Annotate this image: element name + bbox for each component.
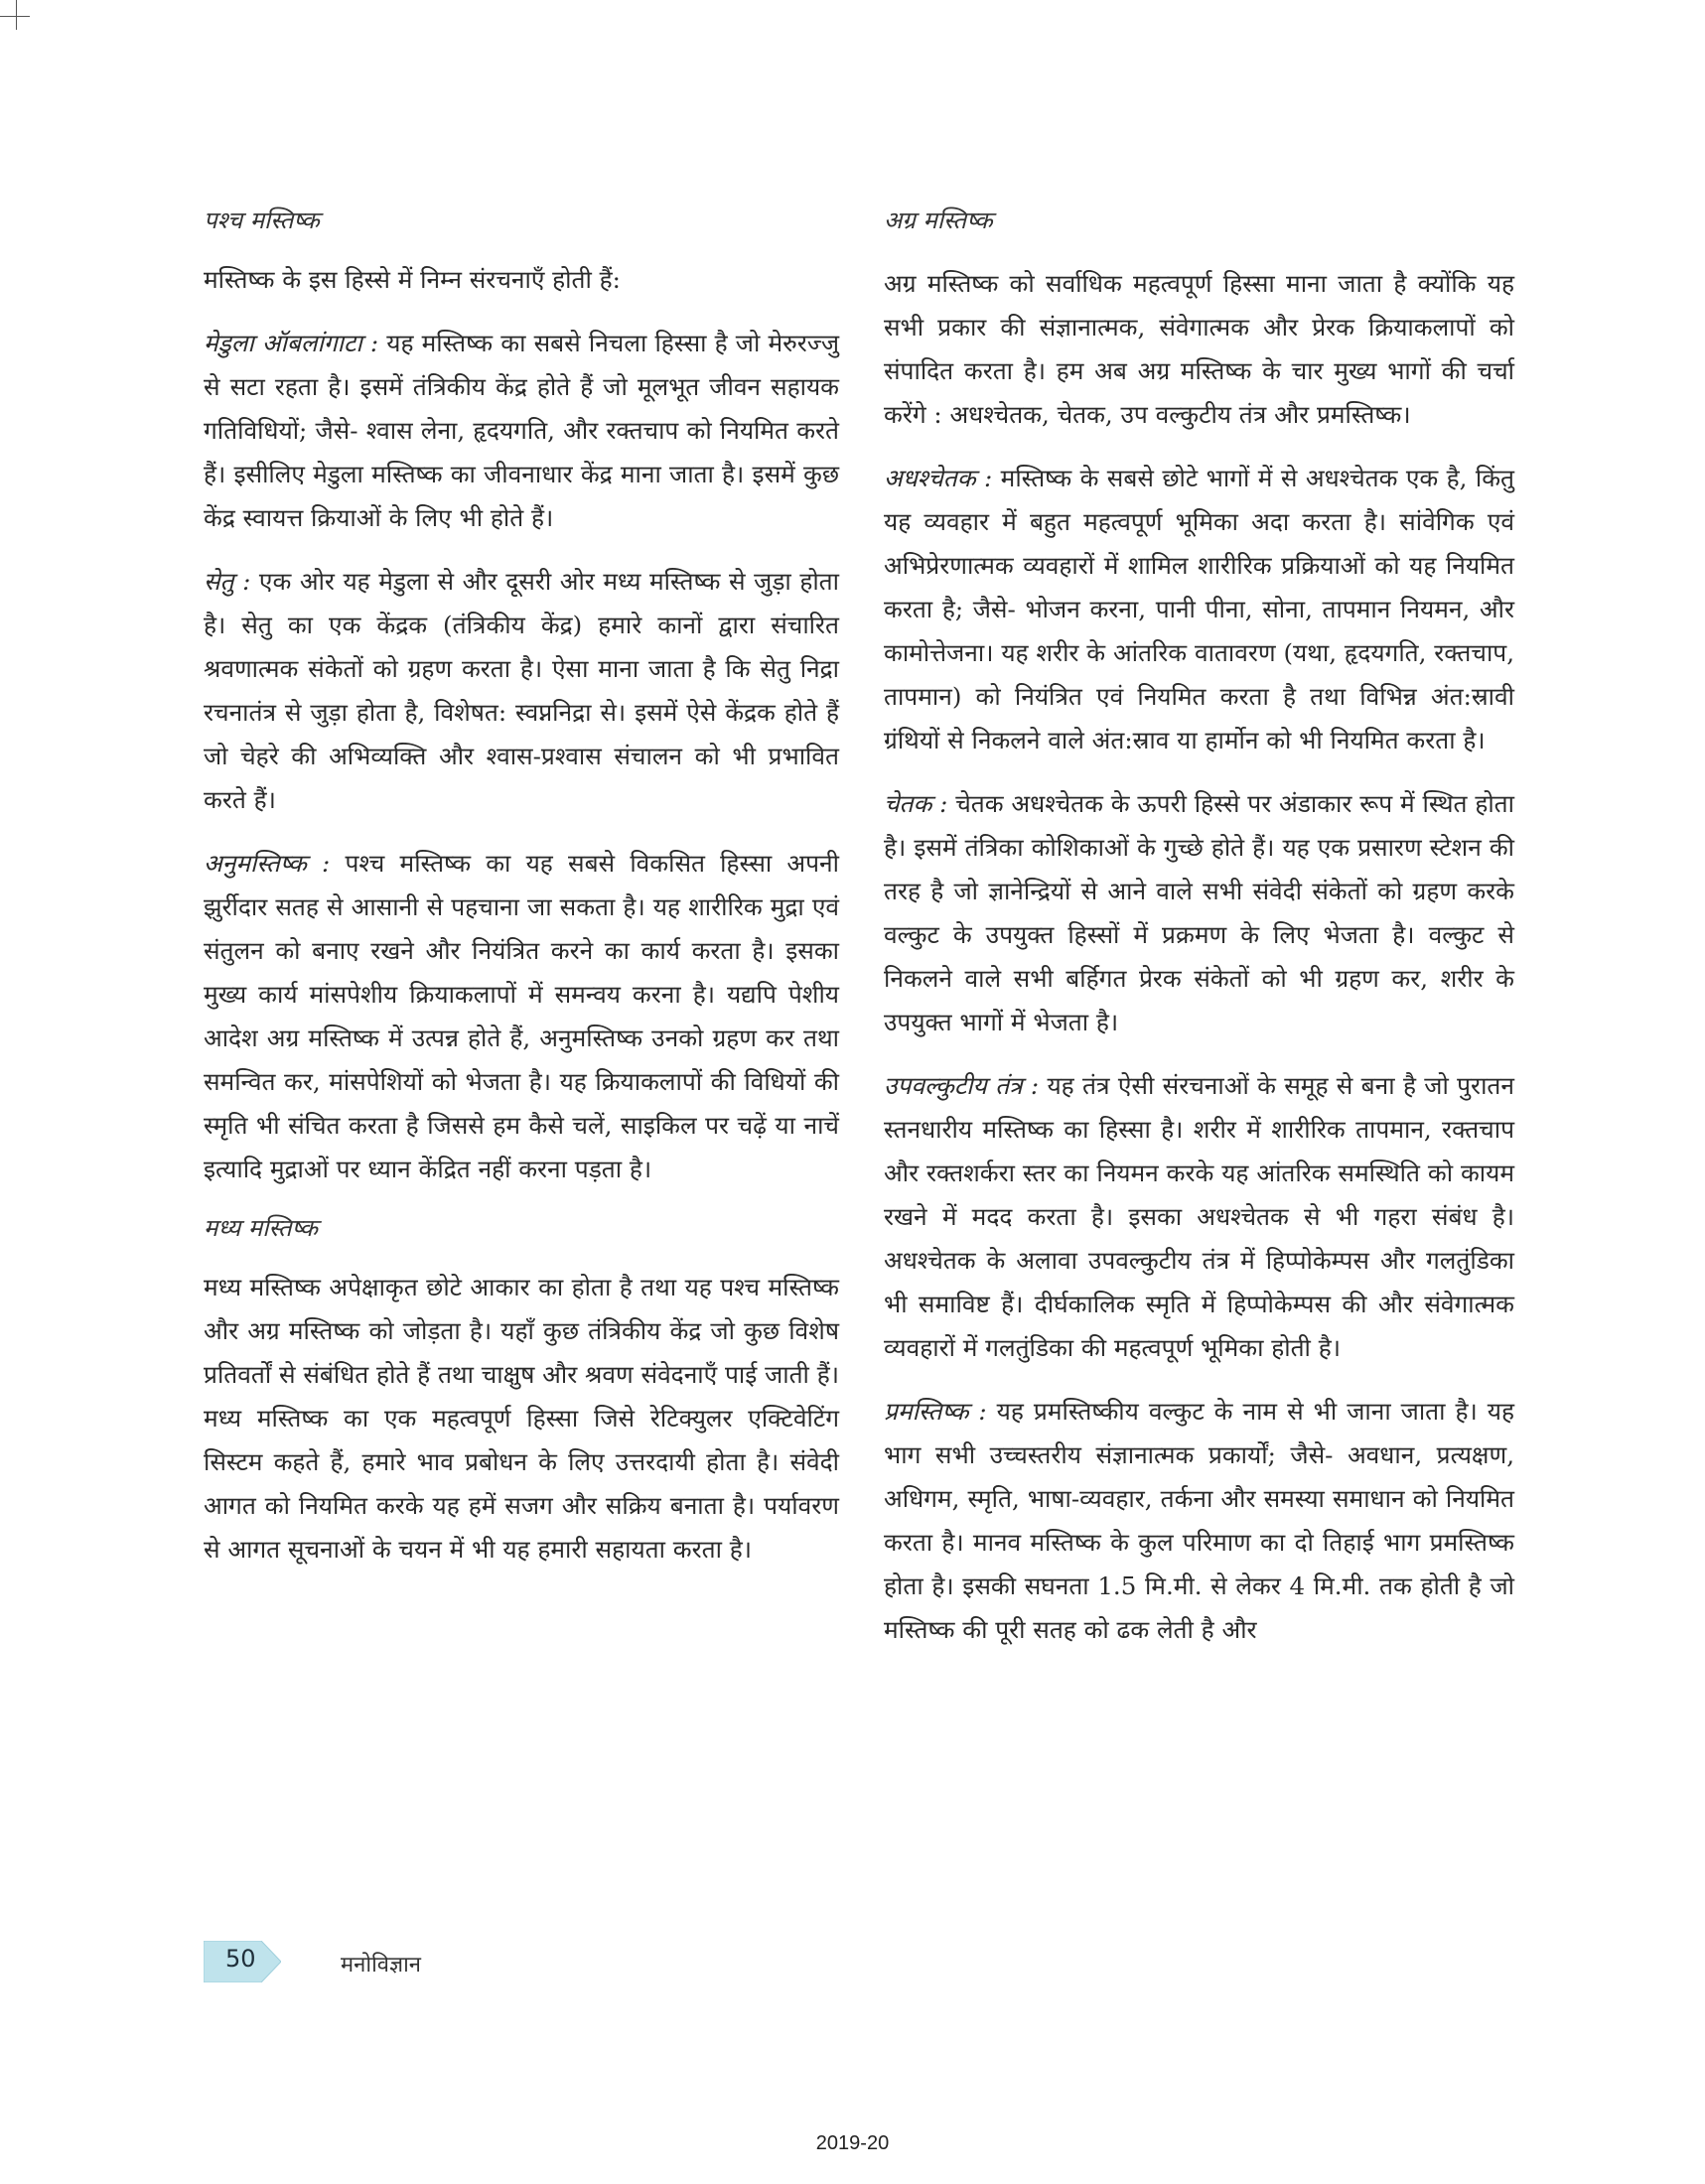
hindbrain-intro: मस्तिष्क के इस हिस्से में निम्न संरचनाएँ होती हैं:	[204, 265, 621, 294]
cerebellum-term: अनुमस्तिष्क :	[204, 849, 331, 878]
heading-midbrain: मध्य मस्तिष्क	[204, 1214, 318, 1242]
limbic-text: यह तंत्र ऐसी संरचनाओं के समूह से बना है जो पुरातन स्तनधारीय मस्तिष्क का हिस्सा है। शरीर में शारीरिक तापमान, रक्तचाप और रक्तशर्करा स्तर का नियमन करके यह आंतरिक समस्थिति को कायम रखने में मदद करता है। इसका अधश्चेतक से भी गहरा संबंध है। अधश्चेतक के अलावा उपवल्कुटीय तंत्र में हिप्पोकेम्पस और गलतुंडिका भी समाविष्ट हैं। दीर्घकालिक स्मृति में हिप्पोकेम्पस की और संवेगात्मक व्यवहारों में गलतुंडिका की महत्वपूर्ण भूमिका होती है।	[884, 1071, 1514, 1362]
thalamus-text: चेतक अधश्चेतक के ऊपरी हिस्से पर अंडाकार रूप में स्थित होता है। इसमें तंत्रिका कोशिकाओं के गुच्छे होते हैं। यह एक प्रसारण स्टेशन की तरह है जो ज्ञानेन्द्रियों से आने वाले सभी संवेदी संकेतों को ग्रहण करके वल्कुट के उपयुक्त हिस्सों में प्रक्रमण के लिए भेजता है। वल्कुट से निकलने वाले सभी बर्हिगत प्रेरक संकेतों को भी ग्रहण कर, शरीर के उपयुक्त भागों में भेजता है।	[884, 789, 1514, 1036]
cerebellum-paragraph	[204, 842, 839, 1191]
limbic-paragraph	[884, 1064, 1514, 1370]
hypothalamus-paragraph	[884, 457, 1514, 762]
hypothalamus-term: अधश्चेतक :	[884, 464, 993, 492]
midbrain-paragraph: मध्य मस्तिष्क अपेक्षाकृत छोटे आकार का होता है तथा यह पश्च मस्तिष्क और अग्र मस्तिष्क को जोड़ता है। यहाँ कुछ तंत्रिकीय केंद्र जो कुछ विशेष प्रतिवर्तों से संबंधित होते हैं तथा चाक्षुष और श्रवण संवेदनाएँ पाई जाती हैं। मध्य मस्तिष्क का एक महत्वपूर्ण हिस्सा जिसे रेटिक्युलर एक्टिवेटिंग सिस्टम कहते हैं, हमारे भाव प्रबोधन के लिए उत्तरदायी होता है। संवेदी आगत को नियमित करके यह हमें सजग और सक्रिय बनाता है। पर्यावरण से आगत सूचनाओं के चयन में भी यह हमारी सहायता करता है।	[204, 1273, 839, 1564]
forebrain-intro: अग्र मस्तिष्क को सर्वाधिक महत्वपूर्ण हिस्सा माना जाता है क्योंकि यह सभी प्रकार की संज्ञानात्मक, संवेगात्मक और प्रेरक क्रियाकलापों को संपादित करता है। हम अब अग्र मस्तिष्क के चार मुख्य भागों की चर्चा करेंगे : अधश्चेतक, चेतक, उप वल्कुटीय तंत्र और प्रमस्तिष्क।	[884, 269, 1514, 429]
pons-text: एक ओर यह मेडुला से और दूसरी ओर मध्य मस्तिष्क से जुड़ा होता है। सेतु का एक केंद्रक (तंत्रिकीय केंद्र) हमारे कानों द्वारा संचारित श्रवणात्मक संकेतों को ग्रहण करता है। ऐसा माना जाता है कि सेतु निद्रा रचनातंत्र से जुड़ा होता है, विशेषत: स्वप्ननिद्रा से। इसमें ऐसे केंद्रक होते हैं जो चेहरे की अभिव्यक्ति और श्वास-प्रश्वास संचालन को भी प्रभावित करते हैं।	[204, 567, 839, 814]
limbic-term: उपवल्कुटीय तंत्र :	[884, 1071, 1040, 1100]
thalamus-term: चेतक :	[884, 789, 948, 818]
cerebrum-text: यह प्रमस्तिष्कीय वल्कुट के नाम से भी जाना जाता है। यह भाग सभी उच्चस्तरीय संज्ञानात्मक प्रकार्यों; जैसे- अवधान, प्रत्यक्षण, अधिगम, स्मृति, भाषा-व्यवहार, तर्कना और समस्या समाधान को नियमित करता है। मानव मस्तिष्क के कुल परिमाण का दो तिहाई भाग प्रमस्तिष्क होता है। इसकी सघनता 1.5 मि.मी. से लेकर 4 मि.मी. तक होती है जो मस्तिष्क की पूरी सतह को ढक लेती है और	[884, 1397, 1515, 1644]
heading-hindbrain: पश्च मस्तिष्क	[204, 206, 320, 234]
thalamus-paragraph	[884, 782, 1514, 1044]
cerebellum-text: पश्च मस्तिष्क का यह सबसे विकसित हिस्सा अपनी झुर्रीदार सतह से आसानी से पहचाना जा सकता है। यह शारीरिक मुद्रा एवं संतुलन को बनाए रखने और नियंत्रित करने का कार्य करता है। इसका मुख्य कार्य मांसपेशीय क्रियाकलापों में समन्वय करना है। यद्यपि पेशीय आदेश अग्र मस्तिष्क में उत्पन्न होते हैं, अनुमस्तिष्क उनको ग्रहण कर तथा समन्वित कर, मांसपेशियों को भेजता है। यह क्रियाकलापों की विधियों की स्मृति भी संचित करता है जिससे हम कैसे चलें, साइकिल पर चढ़ें या नाचें इत्यादि मुद्राओं पर ध्यान केंद्रित नहीं करना पड़ता है।	[204, 849, 840, 1183]
medulla-term: मेडुला ऑबलांगाटा :	[204, 329, 379, 357]
page-number: 50	[225, 1945, 256, 1973]
crop-mark-horizontal	[0, 16, 30, 17]
heading-forebrain: अग्र मस्तिष्क	[884, 206, 993, 234]
cerebrum-paragraph	[884, 1390, 1514, 1652]
pons-paragraph	[204, 560, 839, 822]
book-title: मनोविज्ञान	[341, 1953, 422, 1978]
right-column	[884, 204, 1514, 1672]
cerebrum-term: प्रमस्तिष्क :	[884, 1397, 987, 1426]
hypothalamus-text: मस्तिष्क के सबसे छोटे भागों में से अधश्चेतक एक है, किंतु यह व्यवहार में बहुत महत्वपूर्ण भूमिका अदा करता है। सांवेगिक एवं अभिप्रेरणात्मक व्यवहारों में शामिल शारीरिक प्रक्रियाओं को यह नियमित करता है; जैसे- भोजन करना, पानी पीना, सोना, तापमान नियमन, और कामोत्तेजना। यह शरीर के आंतरिक वातावरण (यथा, हृदयगति, रक्तचाप, तापमान) को नियंत्रित एवं नियमित करता है तथा विभिन्न अंत:स्रावी ग्रंथियों से निकलने वाले अंत:स्राव या हार्मोन को भी नियमित करता है।	[884, 464, 1514, 754]
medulla-paragraph	[204, 322, 839, 540]
left-column	[204, 204, 839, 1591]
pons-term: सेतु :	[204, 567, 251, 596]
medulla-text: यह मस्तिष्क का सबसे निचला हिस्सा है जो मेरुरज्जु से सटा रहता है। इसमें तंत्रिकीय केंद्र होते हैं जो मूलभूत जीवन सहायक गतिविधियों; जैसे- श्वास लेना, हृदयगति, और रक्तचाप को नियमित करते हैं। इसीलिए मेडुला मस्तिष्क का जीवनाधार केंद्र माना जाता है। इसमें कुछ केंद्र स्वायत्त क्रियाओं के लिए भी होते हैं।	[204, 329, 839, 532]
year-label: 2019-20	[815, 2132, 890, 2154]
crop-mark-vertical	[16, 0, 17, 30]
page-number-tab-icon	[204, 1941, 281, 1982]
